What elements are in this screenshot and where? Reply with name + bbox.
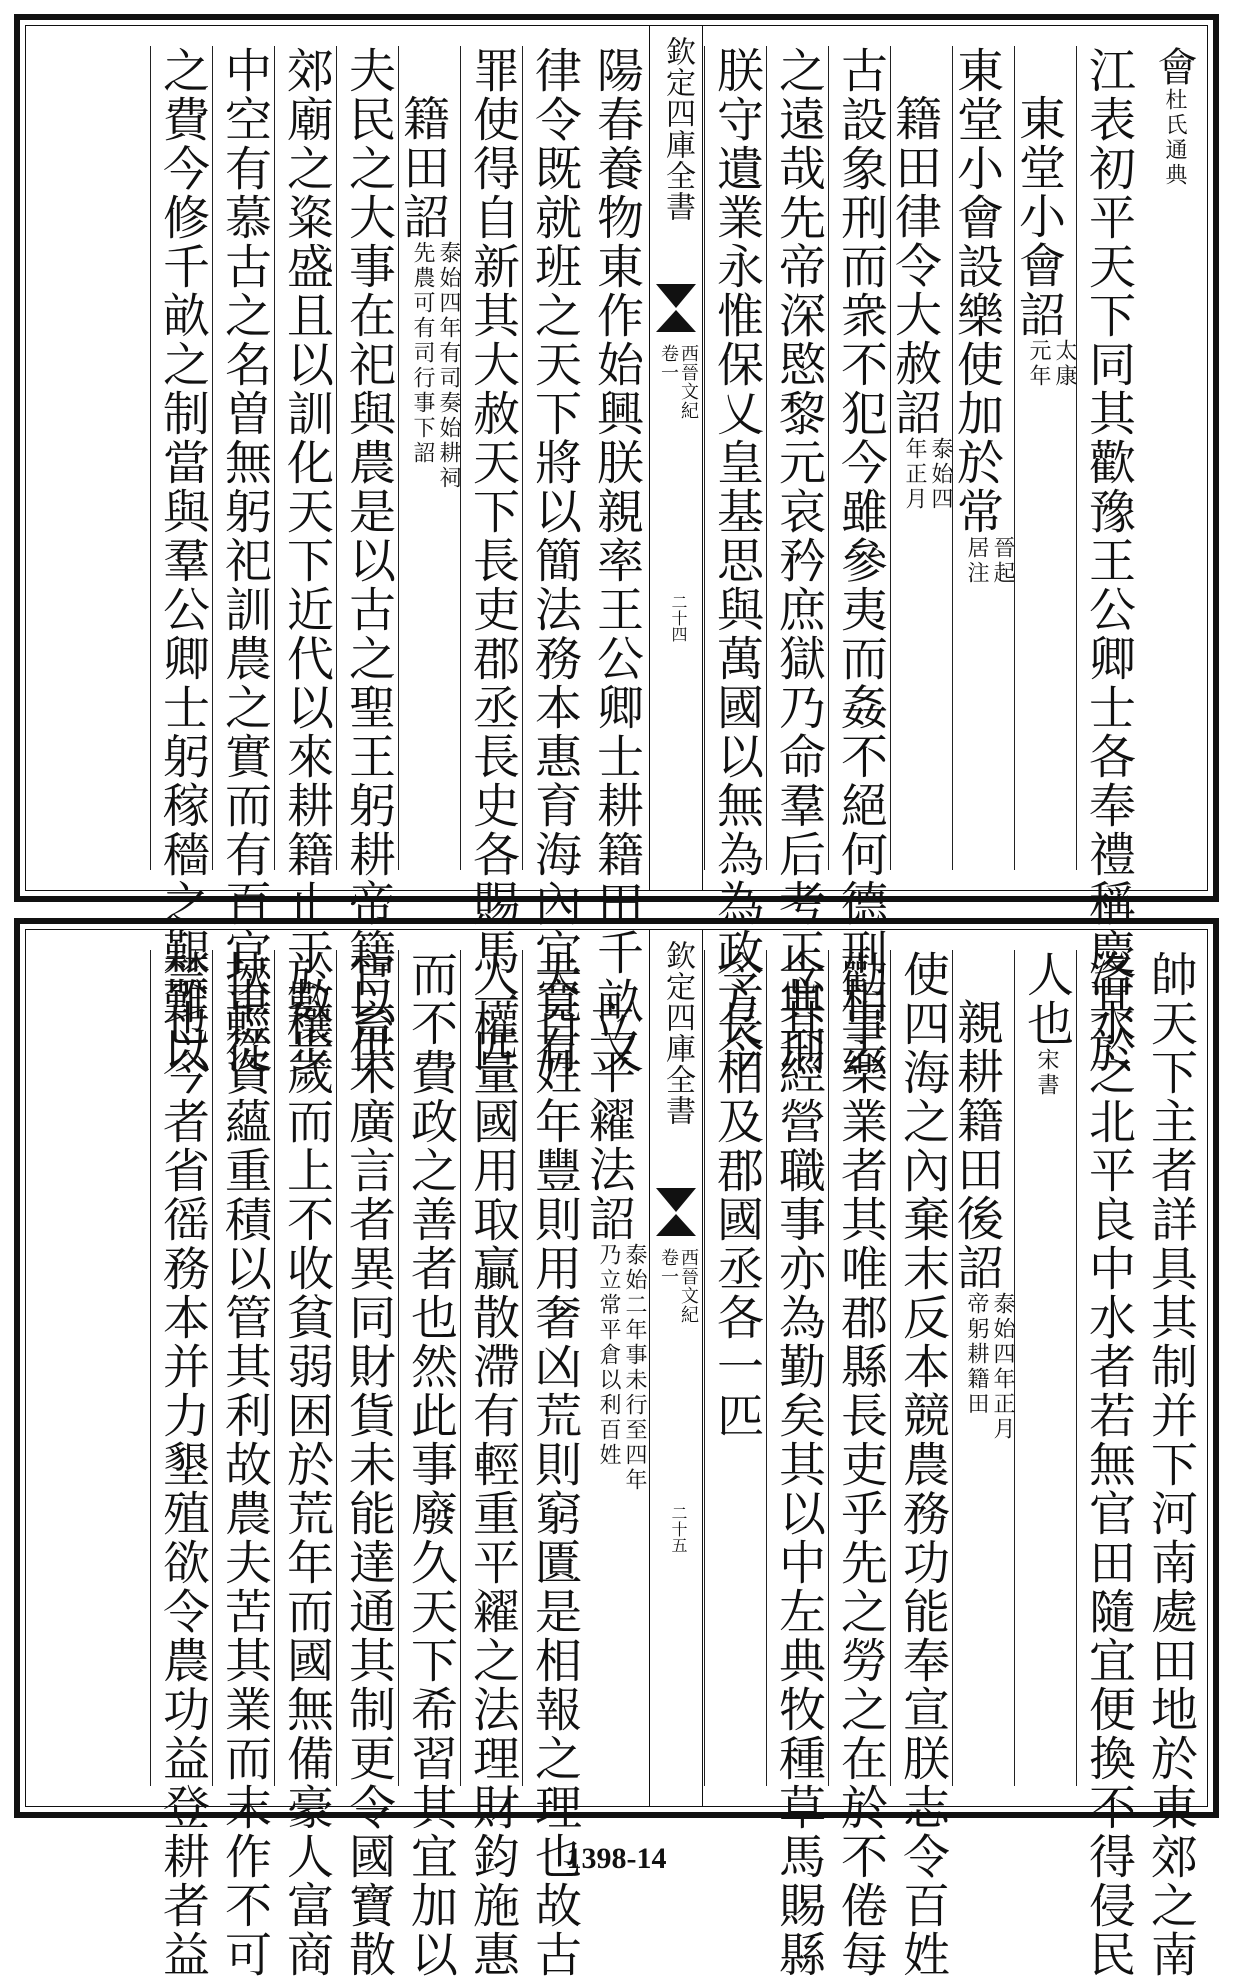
- center-sub-1: 西晉文紀: [678, 344, 699, 420]
- text-column: 挾輕資蘊重積以管其利故農夫苦其業而末作不可: [212, 950, 275, 1786]
- text-column: 江表初平天下同其歡豫王公卿士各奉禮稱慶其於: [1076, 46, 1139, 870]
- center-title: 欽定四庫全書: [660, 940, 695, 1126]
- title-note-2: 年正月: [902, 437, 927, 512]
- text-column: 郊廟之粢盛且以訓化天下近代以來耕籍止于數步: [274, 46, 337, 870]
- title-note-1: 泰始二年事未行至四年: [622, 1243, 647, 1493]
- title-note-1: 泰始四年有司奏始耕祠: [436, 241, 461, 491]
- text-column: [949, 46, 1015, 870]
- text-column: 人權量國用取贏散滯有輕重平糴之法理財鈞施惠: [460, 950, 523, 1786]
- center-sub-1: 西晉文紀: [678, 1248, 699, 1324]
- center-fold: [649, 26, 703, 890]
- section-title: [1011, 46, 1077, 870]
- text-column: 中空有慕古之名曽無躬祀訓農之實而有百官車從: [212, 46, 275, 870]
- text-column: 夫民之大事在祀與農是以古之聖王躬耕帝籍以供: [336, 46, 399, 870]
- center-subtitle: [658, 1248, 698, 1324]
- title-text: 籍田詔: [395, 94, 450, 241]
- title-note-2: 先農可有司行事下詔: [410, 241, 435, 466]
- center-title: 欽定四庫全書: [660, 36, 695, 222]
- title-text: 東堂小會詔: [1011, 94, 1066, 339]
- text-column: 罪使得自新其大赦天下長吏郡丞長史各賜馬一匹: [460, 46, 523, 870]
- title-note-2: 帝躬耕籍田: [964, 1292, 989, 1417]
- text-column: 洛水之北平良中水者若無官田隨宜便換不得侵民: [1076, 950, 1139, 1786]
- fish-tail-mark: [656, 284, 696, 336]
- title-text: 籍田律令大赦詔: [887, 94, 942, 437]
- text-column: 念其經營職事亦為勤矣其以中左典牧種草馬賜縣: [766, 950, 829, 1786]
- title-text: 立平糴法詔: [581, 998, 636, 1243]
- text-column: 勸事樂業者其唯郡縣長吏乎先之勞之在於不倦每: [828, 950, 891, 1786]
- text-column: 陽春養物東作始興朕親率王公卿士耕籍田千畝又: [589, 46, 644, 1075]
- text-column: 古設象刑而衆不犯今雖參夷而姦不絕何德刑相去: [828, 46, 891, 870]
- source-label-main: 會: [1151, 46, 1197, 88]
- text-column: 之遠哉先帝深愍黎元哀矜庶獄乃命羣后考正典刑: [766, 46, 829, 870]
- text-column: 使四海之內棄末反本競農務功能奉宣朕志令百姓: [890, 950, 953, 1786]
- page-number: 1398-14: [566, 1842, 667, 1875]
- title-text: 親耕籍田後詔: [949, 998, 1004, 1292]
- title-note-1: 太康: [1052, 339, 1077, 389]
- title-note-2: 元年: [1026, 339, 1051, 389]
- center-sub-2: 卷一: [658, 344, 679, 382]
- fish-tail-mark: [656, 1188, 696, 1240]
- text-column: 官畜未廣言者異同財貨未能達通其制更令國寶散: [336, 950, 399, 1786]
- center-subtitle: [658, 344, 698, 420]
- text-column: 律令既就班之天下將以簡法務本惠育海內宜寬有: [522, 46, 585, 870]
- center-sub-2: 卷一: [658, 1248, 679, 1286]
- text-column: 夫百姓年豐則用奢凶荒則窮匱是相報之理也故古: [522, 950, 585, 1786]
- title-note-1: 泰始四: [928, 437, 953, 512]
- title-note-2: 乃立常平倉以利百姓: [596, 1243, 621, 1468]
- text-column: 帥天下主者詳具其制并下河南處田地於東郊之南: [1143, 950, 1198, 1979]
- title-note-1: 泰始四年正月: [990, 1292, 1015, 1442]
- source-note: 宋書: [1034, 1048, 1059, 1098]
- section-title: [581, 950, 647, 1786]
- source-label-line-1: 杜氏: [1162, 88, 1187, 138]
- text-column: 禁也今者省徭務本并力墾殖欲令農功益登耕者益: [150, 950, 213, 1786]
- text-column: 令長相及郡國丞各一匹: [704, 950, 767, 1786]
- center-fold: [649, 930, 703, 1806]
- source-label-line-2: 通典: [1162, 138, 1187, 188]
- folio-number: 二十四: [669, 594, 688, 642]
- text-column: 於穰歲而上不收貧弱困於荒年而國無備豪人富商: [274, 950, 337, 1786]
- folio-number: 二十五: [669, 1505, 688, 1553]
- text-column: 之費今修千畝之制當與羣公卿士躬稼穡之艱難以: [150, 46, 213, 870]
- text-segment: 東堂小會設樂使加於常: [949, 46, 1004, 536]
- text-column: 朕守遺業永惟保乂皇基思與萬國以無為為政方今: [704, 46, 767, 870]
- note-1: 晉起: [990, 536, 1015, 586]
- source-label: [1143, 46, 1205, 870]
- note-2: 居注: [964, 536, 989, 586]
- text-segment: 人也: [1019, 950, 1074, 1048]
- section-title: [395, 46, 461, 870]
- text-column: [1014, 950, 1077, 1786]
- section-title: [887, 46, 953, 870]
- section-title: [949, 950, 1015, 1786]
- text-column: 而不費政之善者也然此事廢久天下希習其宜加以: [398, 950, 461, 1786]
